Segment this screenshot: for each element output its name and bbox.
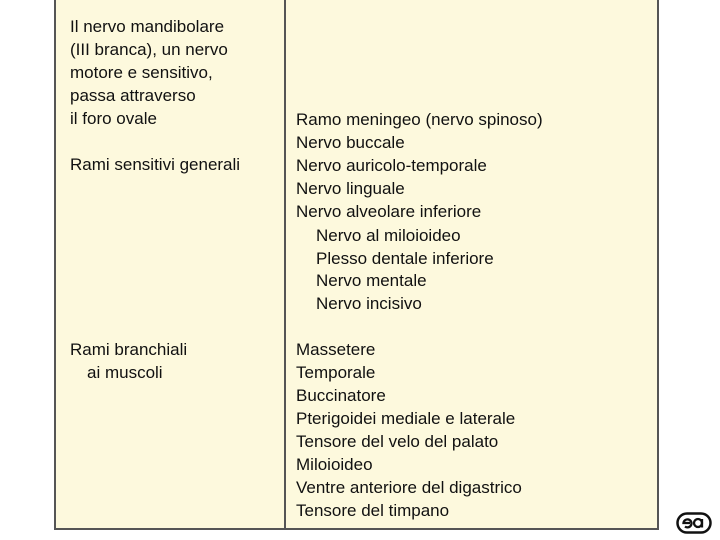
sensitive-item: Nervo auricolo-temporale — [296, 156, 487, 175]
sensitive-item: Nervo linguale — [296, 179, 405, 198]
branchial-item: Ventre anteriore del digastrico — [296, 478, 522, 497]
intro-line-2: (III branca), un nervo — [70, 40, 228, 59]
intro-line-4: passa attraverso — [70, 86, 196, 105]
branchial-item: Pterigoidei mediale e laterale — [296, 409, 516, 428]
branchial-item: Tensore del velo del palato — [296, 432, 499, 451]
intro-line-5: il foro ovale — [70, 109, 157, 128]
sensitive-subitem: Plesso dentale inferiore — [316, 249, 494, 268]
branchial-item: Tensore del timpano — [296, 501, 450, 520]
branchial-heading-line-1: Rami branchiali — [70, 340, 188, 359]
branchial-item: Temporale — [296, 363, 376, 382]
sensitive-heading: Rami sensitivi generali — [70, 155, 241, 174]
sensitive-item: Nervo buccale — [296, 133, 405, 152]
intro-line-3: motore e sensitivo, — [70, 63, 213, 82]
sensitive-item: Nervo alveolare inferiore — [296, 202, 482, 221]
sensitive-item: Ramo meningeo (nervo spinoso) — [296, 110, 543, 129]
intro-line-1: Il nervo mandibolare — [70, 17, 225, 36]
branchial-item: Buccinatore — [296, 386, 386, 405]
branchial-heading-line-2: ai muscoli — [87, 363, 163, 382]
column-divider — [284, 0, 286, 530]
sensitive-subitem: Nervo incisivo — [316, 294, 422, 313]
sensitive-subitem: Nervo al miloioideo — [316, 226, 461, 245]
branchial-item: Miloioideo — [296, 455, 373, 474]
branchial-item: Massetere — [296, 340, 376, 359]
sensitive-subitem: Nervo mentale — [316, 271, 427, 290]
ea-logo-icon — [676, 512, 712, 534]
